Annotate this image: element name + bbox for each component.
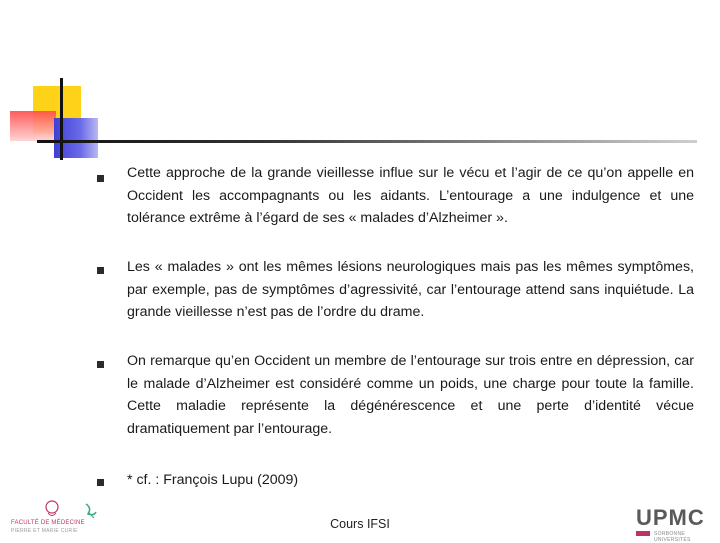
bullet-item-4: * cf. : François Lupu (2009) <box>127 472 299 488</box>
horizontal-rule <box>37 140 697 143</box>
upmc-wordmark: UPMC <box>636 505 705 530</box>
bullet-marker <box>97 175 104 182</box>
faculty-name: FACULTÉ DE MÉDECINE <box>11 520 85 526</box>
upmc-logo <box>636 505 716 543</box>
bullet-item-1: Cette approche de la grande vieillesse influe sur le vécu et l’agir de ce qu’on appelle en Occident les accompagnants ou les aidants. L’entourage a une indulgence et une tolérance extrême à l’égard de ses « malades d’Alzheimer ». <box>127 165 694 227</box>
faculty-subname: PIERRE ET MARIE CURIE <box>11 528 78 534</box>
bullet-marker <box>97 479 104 486</box>
bullet-marker <box>97 267 104 274</box>
bullet-item-2: Les « malades » ont les mêmes lésions neurologiques mais pas les mêmes symptômes, par exemple, pas de symptômes d’agressivité, car l’entourage attend sans inquiétude. La grande vieillesse n’est pas de l’ordre du drame. <box>127 259 694 321</box>
upmc-subtitle: SORBONNE UNIVERSITÉS <box>654 531 691 543</box>
bullet-marker <box>97 361 104 368</box>
upmc-stripe <box>636 531 650 536</box>
footer-text: Cours IFSI <box>330 517 390 531</box>
title-decoration <box>0 0 720 170</box>
bullet-item-3: On remarque qu’en Occident un membre de l’entourage sur trois entre en dépression, car le malade d’Alzheimer est considéré comme un poids, une charge pour toute la famille. Cette maladie représente la dégénérescence et une perte d’identité vécue dramatiquement par l’entourage. <box>127 353 694 437</box>
vertical-rule <box>60 78 63 160</box>
red-square <box>10 111 56 141</box>
